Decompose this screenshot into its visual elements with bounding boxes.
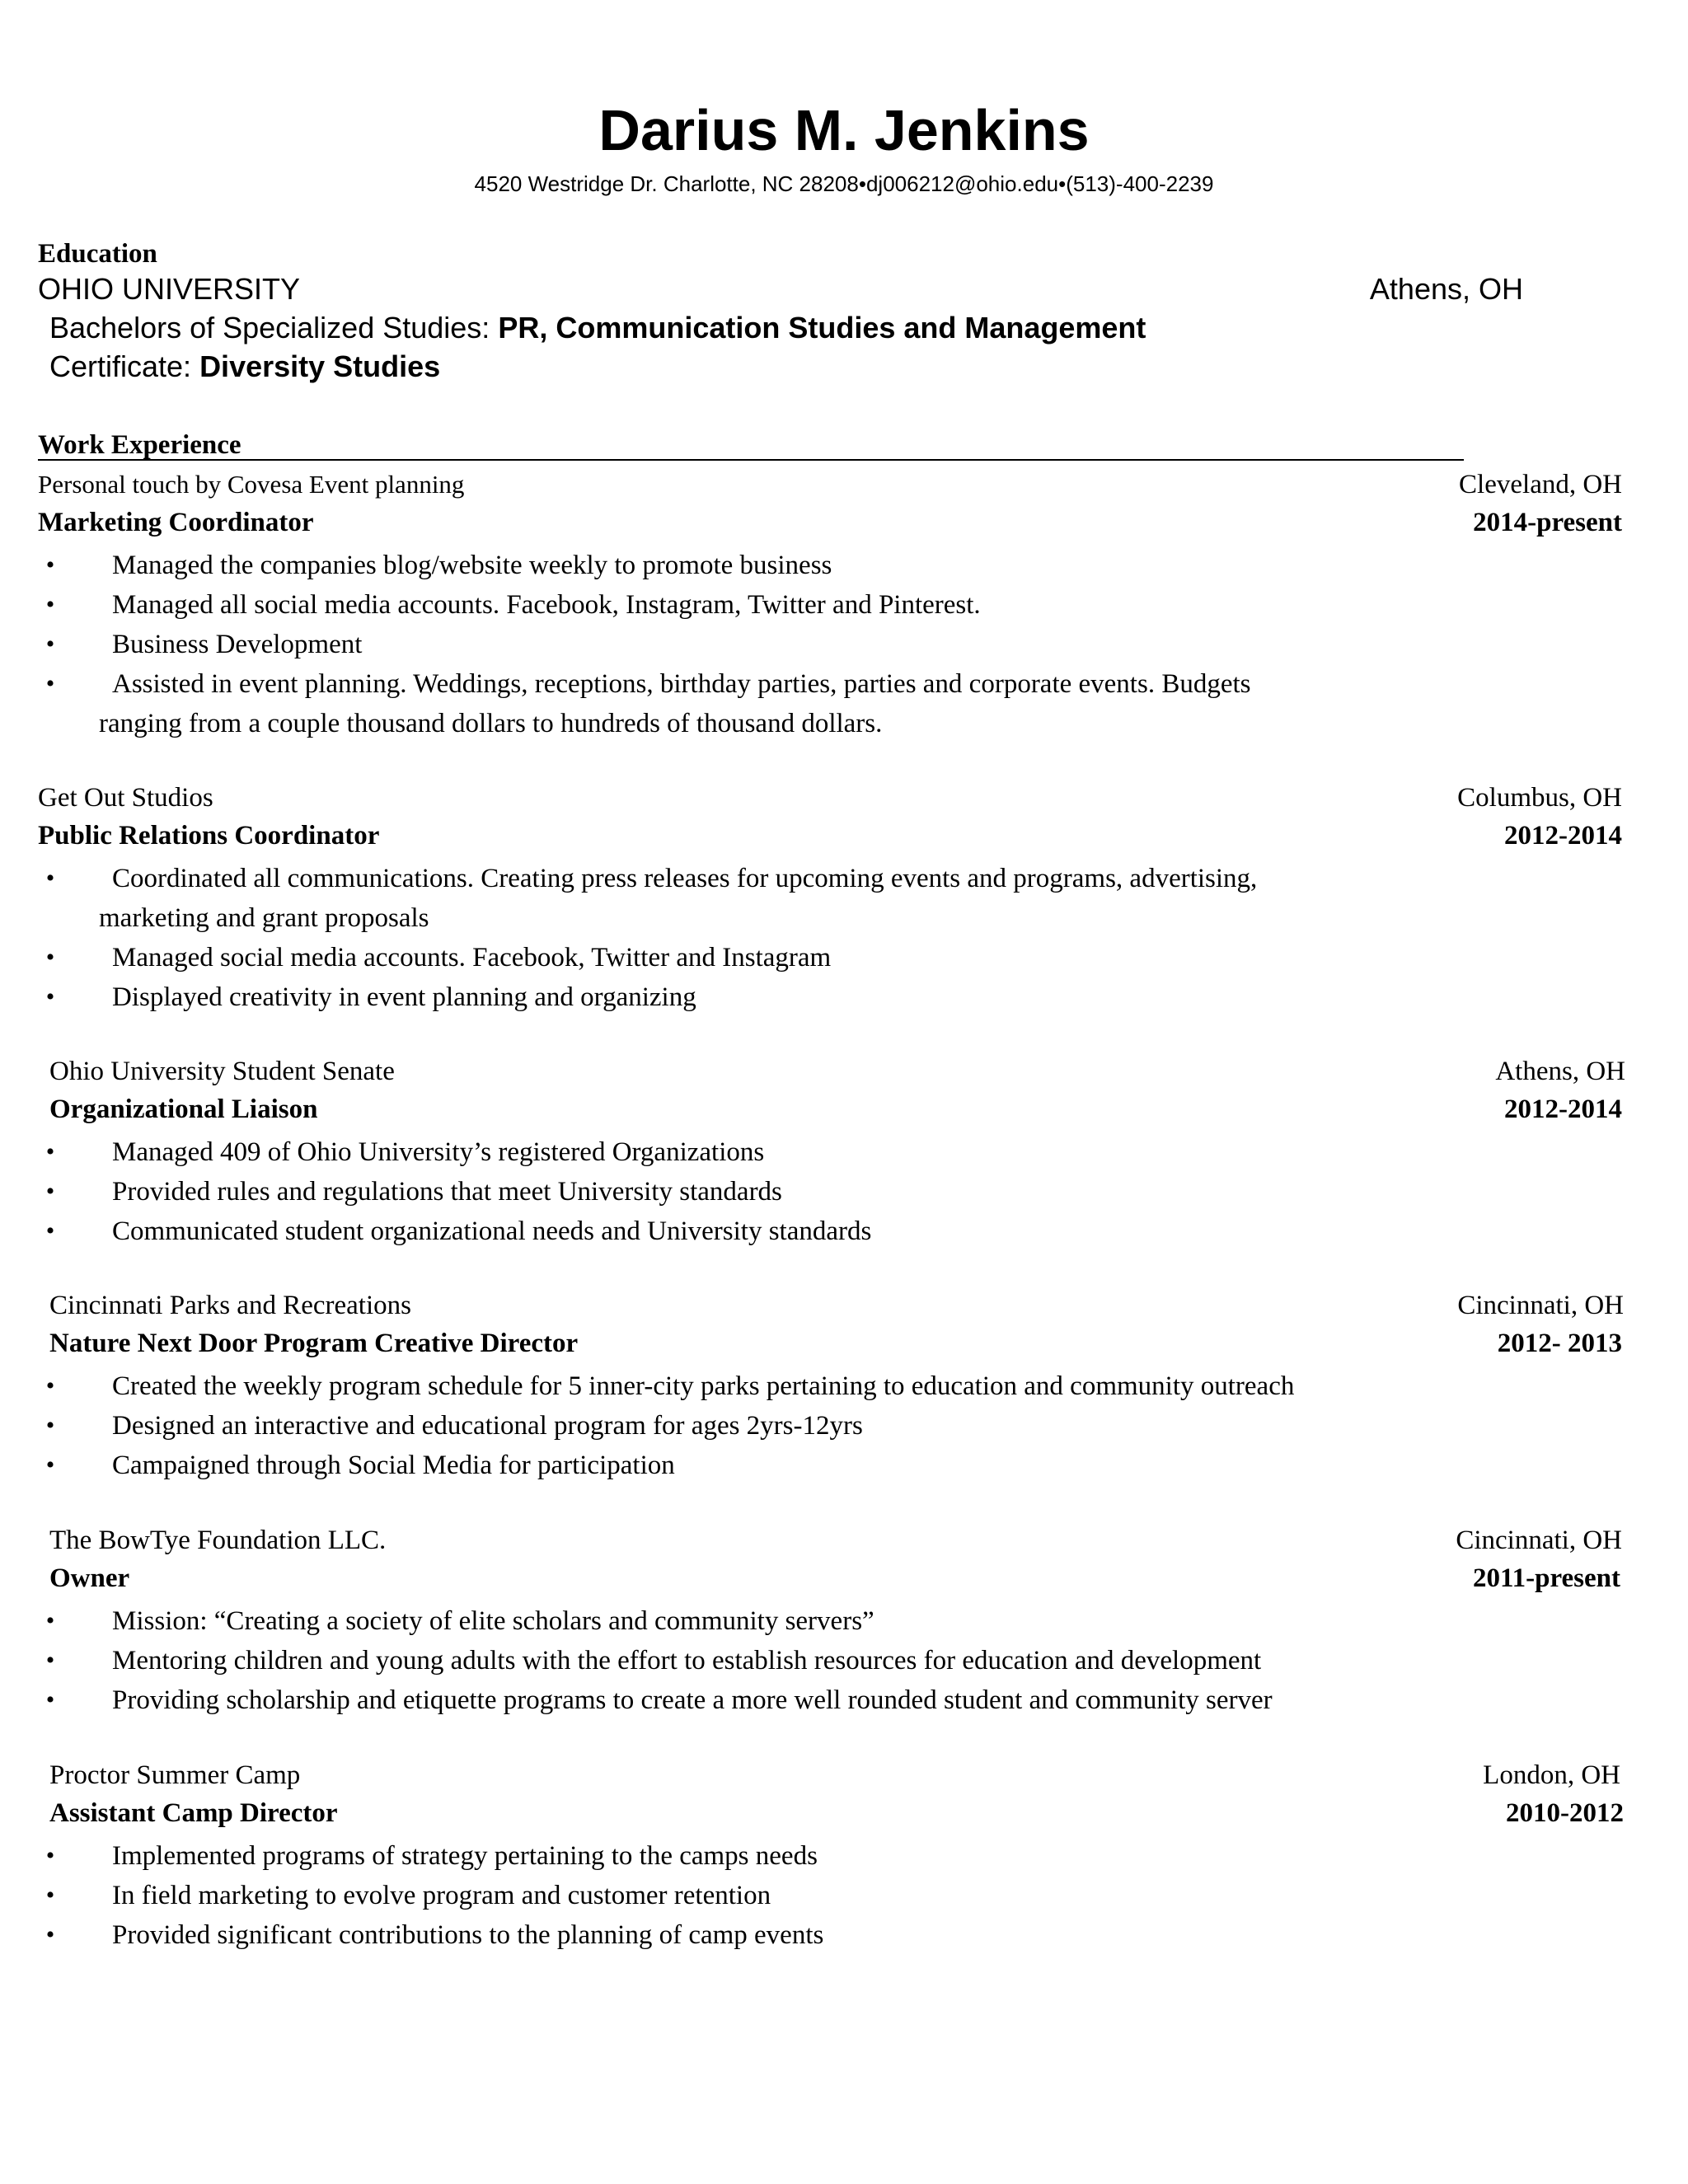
job-location: London, OH [1483,1760,1620,1790]
certificate-name: Diversity Studies [199,349,441,383]
section-divider [38,459,1464,461]
list-item-continuation: marketing and grant proposals [99,903,429,933]
job-dates: 2012-2014 [1504,821,1622,851]
job-company: Proctor Summer Camp [49,1760,301,1790]
work-experience-heading: Work Experience [38,430,241,460]
list-item: • Communicated student organizational needs and University standards [45,1216,872,1246]
list-item: • Assisted in event planning. Weddings, receptions, birthday parties, parties and corporate events. Budgets [45,669,1251,699]
list-item: • Created the weekly program schedule for 5 inner-city parks pertaining to education and community outreach [45,1371,1295,1401]
list-item: • In field marketing to evolve program and customer retention [45,1881,771,1910]
job-dates: 2014-present [1473,508,1622,537]
certificate-line [49,349,440,384]
degree-prefix: Bachelors of Specialized Studies: [49,311,499,344]
job-company: Cincinnati Parks and Recreations [49,1291,411,1320]
list-item: • Provided significant contributions to the planning of camp events [45,1920,824,1950]
list-item: • Mentoring children and young adults with the effort to establish resources for education and development [45,1646,1262,1675]
job-title: Public Relations Coordinator [38,821,380,851]
list-item: • Designed an interactive and educational program for ages 2yrs-12yrs [45,1411,863,1441]
job-dates: 2011-present [1472,1563,1620,1593]
job-bullets [38,1836,1596,1955]
list-item: • Managed all social media accounts. Facebook, Instagram, Twitter and Pinterest. [45,590,981,620]
contact-line: 4520 Westridge Dr. Charlotte, NC 28208•dj006212@ohio.edu•(513)-400-2239 [474,171,1214,196]
job-title: Organizational Liaison [49,1094,318,1124]
list-item: • Managed the companies blog/website weekly to promote business [45,551,832,580]
job-company: Ohio University Student Senate [49,1057,395,1086]
job-company: Personal touch by Covesa Event planning [38,470,465,499]
job-title: Nature Next Door Program Creative Director [49,1329,579,1358]
job-bullets [38,1601,1596,1720]
school-name: OHIO UNIVERSITY [38,272,301,306]
job-title: Assistant Camp Director [49,1798,338,1828]
list-item: • Implemented programs of strategy pertaining to the camps needs [45,1841,818,1871]
job-bullets [38,1132,1596,1251]
education-heading: Education [38,239,157,269]
job-location: Columbus, OH [1457,783,1622,813]
job-location: Athens, OH [1495,1057,1625,1086]
list-item-continuation: ranging from a couple thousand dollars to hundreds of thousand dollars. [99,709,883,738]
job-company: The BowTye Foundation LLC. [49,1526,387,1555]
job-title: Marketing Coordinator [38,508,314,537]
candidate-name: Darius M. Jenkins [598,98,1090,162]
job-title: Owner [49,1563,130,1593]
list-item: • Campaigned through Social Media for participation [45,1451,675,1480]
list-item: • Coordinated all communications. Creating press releases for upcoming events and programs, advertising, [45,864,1258,893]
job-location: Cleveland, OH [1459,470,1622,499]
job-dates: 2012-2014 [1504,1094,1622,1124]
list-item: • Displayed creativity in event planning and organizing [45,982,696,1012]
list-item: • Mission: “Creating a society of elite scholars and community servers” [45,1606,874,1636]
list-item: • Provided rules and regulations that meet University standards [45,1177,782,1207]
job-location: Cincinnati, OH [1456,1526,1622,1555]
job-bullets [38,859,1596,1017]
degree-line [49,311,1146,345]
degree-name: PR, Communication Studies and Management [498,311,1146,344]
job-dates: 2012- 2013 [1497,1329,1622,1358]
school-location: Athens, OH [1369,272,1523,306]
job-location: Cincinnati, OH [1457,1291,1624,1320]
job-dates: 2010-2012 [1506,1798,1624,1828]
job-bullets [38,546,1596,743]
list-item: • Business Development [45,630,363,659]
certificate-prefix: Certificate: [49,349,200,383]
job-company: Get Out Studios [38,783,213,813]
list-item: • Providing scholarship and etiquette programs to create a more well rounded student and community server [45,1685,1273,1715]
job-bullets [38,1366,1596,1485]
list-item: • Managed 409 of Ohio University’s registered Organizations [45,1137,765,1167]
list-item: • Managed social media accounts. Facebook, Twitter and Instagram [45,943,832,972]
